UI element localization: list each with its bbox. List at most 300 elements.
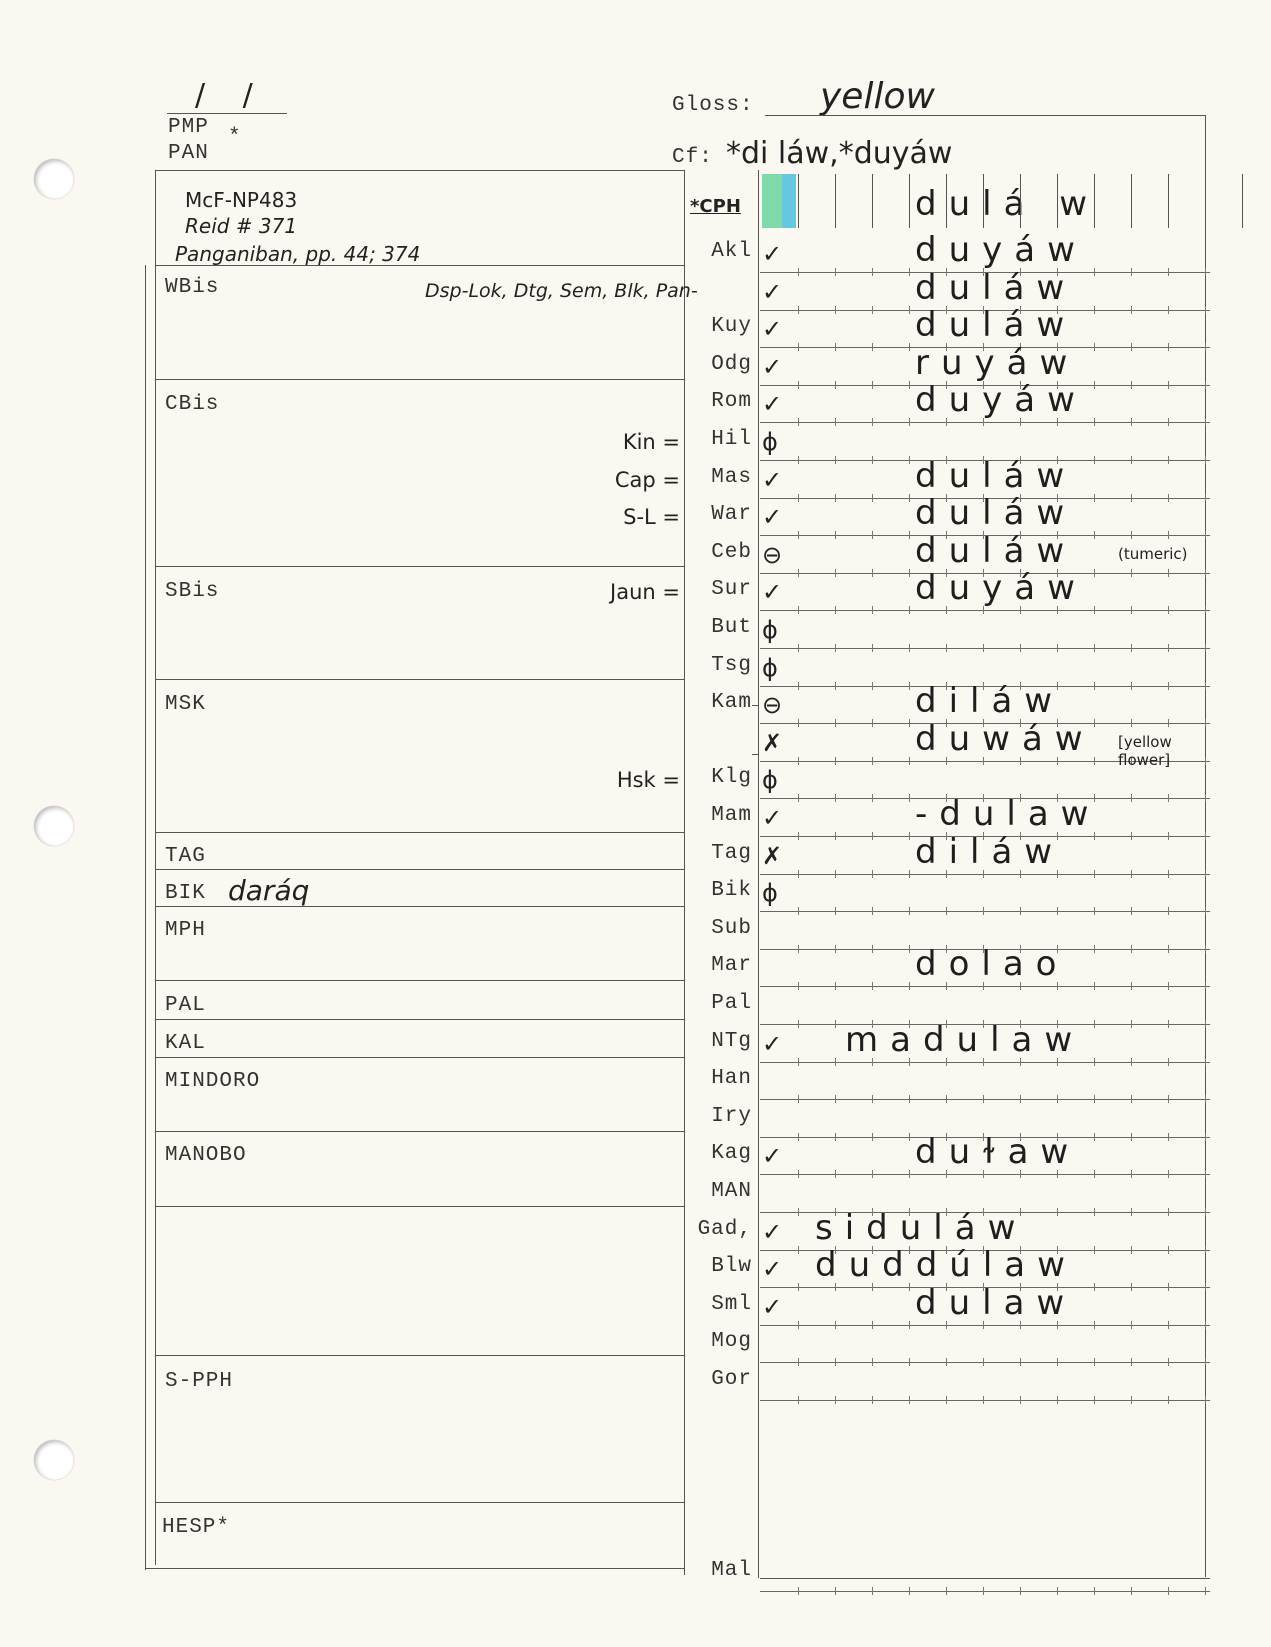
ref-line-3: Panganiban, pp. 44; 374	[175, 242, 421, 266]
row-tick	[835, 606, 836, 614]
row-tick	[798, 343, 799, 351]
language-abbr: Sml	[711, 1292, 752, 1316]
row-tick	[798, 268, 799, 276]
row-tick	[1205, 268, 1206, 276]
ref-line-2: Reid # 371	[185, 214, 298, 238]
row-tick	[872, 418, 873, 426]
section-mph: MPH	[165, 919, 206, 942]
row-tick	[1094, 306, 1095, 314]
reflex-note: [yellow flower]	[1118, 732, 1172, 769]
row-tick	[1094, 343, 1095, 351]
row-tick	[1057, 1358, 1058, 1366]
row-tick	[1168, 794, 1169, 802]
row-tick	[798, 494, 799, 502]
row-rule	[760, 1400, 1210, 1401]
row-tick	[1168, 1095, 1169, 1103]
row-tick	[909, 343, 910, 351]
row-tick	[872, 1396, 873, 1404]
reflex-check-mark: ✓	[762, 1142, 783, 1171]
language-abbr: Odg	[711, 352, 752, 376]
row-tick	[1094, 1208, 1095, 1216]
row-tick	[835, 1396, 836, 1404]
row-tick	[946, 1095, 947, 1103]
row-tick	[909, 719, 910, 727]
row-tick	[798, 606, 799, 614]
row-tick	[835, 1133, 836, 1141]
reflex-form: duwáw	[915, 718, 1095, 759]
row-tick	[1168, 606, 1169, 614]
row-tick	[1020, 644, 1021, 652]
language-abbr: Gad,	[697, 1217, 752, 1241]
cf-value: *di láw,*duyáw	[726, 136, 953, 171]
row-tick	[1131, 531, 1132, 539]
cph-grid-line	[1242, 174, 1243, 228]
row-tick	[1205, 418, 1206, 426]
row-tick	[872, 381, 873, 389]
row-tick	[798, 1396, 799, 1404]
cbis-top-line	[155, 379, 685, 380]
reflex-form: -dulaw	[915, 794, 1101, 834]
row-tick	[983, 1396, 984, 1404]
row-tick	[1205, 945, 1206, 953]
row-tick	[946, 644, 947, 652]
reflex-check-mark: ⊖	[762, 540, 783, 569]
row-tick	[1094, 381, 1095, 389]
row-tick	[1168, 982, 1169, 990]
row-tick	[1168, 381, 1169, 389]
green-highlight	[762, 174, 782, 228]
blank-section-top-line	[155, 1206, 685, 1207]
row-tick	[835, 982, 836, 990]
row-tick	[1205, 1133, 1206, 1141]
row-tick	[835, 569, 836, 577]
cph-grid-line	[909, 174, 910, 228]
row-tick	[1168, 1246, 1169, 1254]
reflex-check-mark: ✓	[762, 804, 783, 832]
row-tick	[1205, 494, 1206, 502]
row-tick	[835, 757, 836, 765]
row-tick	[1168, 1058, 1169, 1066]
row-tick	[1094, 1020, 1095, 1028]
row-tick	[1168, 1283, 1169, 1291]
language-abbr: Mam	[711, 804, 752, 827]
row-tick	[1131, 381, 1132, 389]
row-tick	[1168, 644, 1169, 652]
language-abbr: Kuy	[711, 315, 752, 339]
language-abbr: Rom	[711, 390, 752, 414]
row-tick	[1168, 870, 1169, 878]
ref-line-1: McF-NP483	[185, 188, 298, 212]
row-tick	[1057, 1587, 1058, 1595]
row-tick	[909, 682, 910, 690]
row-tick	[909, 1170, 910, 1178]
row-tick	[1168, 907, 1169, 915]
pmp-label: PMP	[168, 116, 209, 139]
row-tick	[1205, 1321, 1206, 1329]
row-tick	[983, 644, 984, 652]
row-tick	[1205, 343, 1206, 351]
row-tick	[872, 606, 873, 614]
row-tick	[1094, 644, 1095, 652]
row-tick	[1205, 1058, 1206, 1066]
row-tick	[1094, 418, 1095, 426]
row-tick	[798, 870, 799, 878]
row-tick	[909, 794, 910, 802]
row-tick	[1131, 832, 1132, 840]
reflex-form: duláw	[915, 267, 1077, 308]
row-tick	[909, 907, 910, 915]
section-cbis: CBis	[165, 393, 220, 416]
mph-top-line	[155, 906, 685, 907]
row-tick	[835, 644, 836, 652]
row-tick	[909, 870, 910, 878]
row-tick	[872, 1358, 873, 1366]
row-tick	[872, 682, 873, 690]
row-tick	[1094, 1058, 1095, 1066]
row-tick	[1168, 832, 1169, 840]
language-abbr: MAN	[711, 1180, 752, 1203]
row-tick	[835, 494, 836, 502]
row-tick	[1205, 1283, 1206, 1291]
row-tick	[909, 1587, 910, 1595]
reflex-check-mark: ✓	[762, 352, 783, 381]
header-underline	[167, 113, 287, 114]
language-abbr: War	[711, 503, 752, 527]
row-tick	[872, 343, 873, 351]
row-tick	[1020, 1358, 1021, 1366]
row-tick	[1131, 1208, 1132, 1216]
frame-bottom-right	[760, 1578, 1210, 1579]
row-tick	[835, 381, 836, 389]
row-rule	[760, 1591, 1210, 1592]
row-tick	[909, 381, 910, 389]
row-tick	[798, 531, 799, 539]
reflex-form: duláw	[915, 455, 1077, 496]
reflex-check-mark: ϕ	[762, 766, 778, 795]
row-tick	[1131, 306, 1132, 314]
row-tick	[1205, 794, 1206, 802]
row-tick	[798, 1058, 799, 1066]
row-tick	[1131, 494, 1132, 502]
row-tick	[1094, 1133, 1095, 1141]
row-tick	[909, 1095, 910, 1103]
language-abbr: Ceb	[711, 540, 752, 564]
tag-top-line	[155, 832, 685, 833]
reflex-check-mark: ϕ	[762, 653, 778, 682]
row-tick	[1131, 569, 1132, 577]
row-tick	[1205, 456, 1206, 464]
row-tick	[1094, 1170, 1095, 1178]
row-tick	[1168, 1396, 1169, 1404]
reflex-check-mark: ✓	[762, 1217, 783, 1246]
reflex-form: ruyáw	[915, 342, 1080, 383]
row-tick	[1094, 682, 1095, 690]
section-tag: TAG	[165, 845, 206, 868]
binder-hole-bottom	[34, 1440, 74, 1480]
spph-top-line	[155, 1355, 685, 1356]
cph-grid-line	[946, 174, 947, 228]
language-abbr: Hil	[711, 428, 752, 451]
row-tick	[1131, 1058, 1132, 1066]
row-tick	[909, 531, 910, 539]
sbis-top-line	[155, 566, 685, 567]
row-tick	[1131, 644, 1132, 652]
wbis-top-line	[155, 265, 685, 266]
reflex-check-mark: ✓	[762, 1029, 783, 1058]
msk-top-line	[155, 679, 685, 680]
row-tick	[1205, 907, 1206, 915]
row-rule	[760, 422, 1210, 423]
row-tick	[1205, 1358, 1206, 1366]
row-tick	[909, 1321, 910, 1329]
row-tick	[1168, 719, 1169, 727]
language-abbr: Klg	[711, 766, 752, 790]
row-tick	[1205, 531, 1206, 539]
row-tick	[1168, 456, 1169, 464]
row-tick	[798, 569, 799, 577]
row-tick	[946, 1587, 947, 1595]
binder-hole-middle	[34, 806, 74, 846]
row-tick	[1205, 1170, 1206, 1178]
cph-form: dulá w	[915, 184, 1100, 224]
row-tick	[946, 1396, 947, 1404]
row-tick	[835, 907, 836, 915]
row-tick	[946, 1358, 947, 1366]
reflex-check-mark: ✓	[762, 390, 783, 419]
kam-bracket	[752, 705, 759, 755]
row-tick	[1094, 456, 1095, 464]
row-tick	[909, 1133, 910, 1141]
row-tick	[1020, 1587, 1021, 1595]
row-tick	[1131, 1246, 1132, 1254]
row-tick	[1131, 1587, 1132, 1595]
language-abbr: Pal	[711, 992, 752, 1015]
row-tick	[983, 1358, 984, 1366]
pan-label: PAN	[168, 142, 209, 165]
row-tick	[1168, 1358, 1169, 1366]
row-tick	[1057, 907, 1058, 915]
row-tick	[1131, 682, 1132, 690]
row-tick	[1205, 1095, 1206, 1103]
row-tick	[909, 1358, 910, 1366]
cph-grid-line	[983, 174, 984, 228]
cph-grid-line	[1057, 174, 1058, 228]
row-tick	[798, 982, 799, 990]
row-tick	[798, 306, 799, 314]
row-tick	[1131, 870, 1132, 878]
section-hesp: HESP*	[162, 1516, 231, 1539]
row-tick	[1205, 1396, 1206, 1404]
row-tick	[1094, 1358, 1095, 1366]
cf-label: Cf:	[672, 146, 713, 169]
row-tick	[872, 870, 873, 878]
language-abbr: Tag	[711, 841, 752, 865]
reflex-check-mark: ✓	[762, 578, 783, 607]
row-tick	[909, 982, 910, 990]
row-tick	[1131, 343, 1132, 351]
reflex-check-mark: ✓	[762, 1255, 783, 1284]
row-tick	[798, 907, 799, 915]
row-rule	[760, 610, 1210, 611]
row-tick	[1168, 682, 1169, 690]
row-tick	[835, 1321, 836, 1329]
row-tick	[1205, 381, 1206, 389]
reflex-form: siduláw	[815, 1207, 1028, 1248]
row-tick	[835, 870, 836, 878]
cph-grid-line	[1094, 174, 1095, 228]
row-tick	[835, 1020, 836, 1028]
row-tick	[1131, 1020, 1132, 1028]
row-tick	[909, 606, 910, 614]
language-abbr: NTg	[711, 1029, 752, 1053]
reflex-form: duyáw	[915, 568, 1087, 609]
reflex-check-mark: ✓	[762, 465, 783, 494]
reflex-form: duyáw	[915, 380, 1087, 421]
section-mindoro: MINDORO	[165, 1070, 261, 1093]
cph-grid-line	[872, 174, 873, 228]
row-tick	[1205, 870, 1206, 878]
row-tick	[1094, 1321, 1095, 1329]
row-rule	[760, 648, 1210, 649]
dialect-equivalence: Cap =	[614, 467, 680, 492]
section-sbis: SBis	[165, 580, 220, 603]
language-abbr: Tsg	[711, 653, 752, 677]
row-tick	[909, 832, 910, 840]
row-tick	[1131, 418, 1132, 426]
row-tick	[909, 268, 910, 276]
row-tick	[1168, 306, 1169, 314]
row-tick	[1205, 1020, 1206, 1028]
row-tick	[1094, 907, 1095, 915]
reflex-check-mark: ✓	[762, 315, 783, 344]
kal-top-line	[155, 1019, 685, 1020]
row-tick	[1131, 907, 1132, 915]
row-tick	[872, 757, 873, 765]
row-tick	[835, 306, 836, 314]
language-abbr: Mas	[711, 465, 752, 489]
reflex-form: duláw	[915, 530, 1077, 571]
row-tick	[798, 1020, 799, 1028]
binder-hole-top	[34, 159, 74, 199]
reflex-form: duyáw	[915, 230, 1087, 270]
row-tick	[798, 1095, 799, 1103]
language-abbr: Kag	[711, 1142, 752, 1166]
row-tick	[835, 1095, 836, 1103]
row-tick	[1094, 569, 1095, 577]
row-tick	[835, 531, 836, 539]
row-tick	[909, 569, 910, 577]
row-rule	[760, 1099, 1210, 1100]
row-tick	[983, 907, 984, 915]
row-tick	[872, 644, 873, 652]
row-tick	[1094, 945, 1095, 953]
language-abbr: Gor	[711, 1368, 752, 1391]
language-abbr: Mal	[711, 1559, 752, 1582]
row-tick	[1057, 644, 1058, 652]
header-slashes: / /	[195, 78, 267, 113]
row-tick	[835, 1587, 836, 1595]
reflex-check-mark: ✗	[762, 728, 783, 757]
section-pal: PAL	[165, 994, 206, 1017]
row-tick	[1094, 1396, 1095, 1404]
row-tick	[835, 1358, 836, 1366]
row-tick	[835, 456, 836, 464]
reflex-check-mark: ✓	[762, 277, 783, 306]
row-tick	[798, 644, 799, 652]
row-tick	[1168, 531, 1169, 539]
wbis-note: Dsp-Lok, Dtg, Sem, Blk, Pan-	[425, 280, 698, 302]
mindoro-top-line	[155, 1057, 685, 1058]
row-tick	[1020, 1095, 1021, 1103]
reflex-check-mark: ✓	[762, 240, 783, 268]
row-tick	[909, 494, 910, 502]
cph-label: *CPH	[690, 196, 741, 217]
language-abbr: Blw	[711, 1255, 752, 1279]
cph-grid-line	[835, 174, 836, 228]
row-tick	[835, 268, 836, 276]
row-tick	[798, 381, 799, 389]
cph-grid-line	[1020, 174, 1021, 228]
row-tick	[798, 1321, 799, 1329]
row-tick	[1205, 1208, 1206, 1216]
gloss-underline	[765, 115, 1205, 116]
pal-top-line	[155, 980, 685, 981]
row-tick	[872, 306, 873, 314]
row-tick	[798, 1246, 799, 1254]
row-rule	[760, 986, 1210, 987]
bik-top-line	[155, 869, 685, 870]
row-tick	[1205, 1587, 1206, 1595]
row-tick	[1131, 1321, 1132, 1329]
row-tick	[1168, 494, 1169, 502]
row-tick	[1131, 606, 1132, 614]
row-rule	[760, 1062, 1210, 1063]
row-tick	[1131, 982, 1132, 990]
row-tick	[798, 1587, 799, 1595]
row-tick	[1020, 1396, 1021, 1404]
reflex-form: duɫaw	[915, 1132, 1081, 1173]
row-tick	[798, 945, 799, 953]
row-tick	[1168, 1133, 1169, 1141]
row-tick	[1168, 569, 1169, 577]
language-abbr: But	[711, 616, 752, 639]
pmp-star: *	[228, 126, 242, 149]
row-tick	[1131, 456, 1132, 464]
row-tick	[1131, 945, 1132, 953]
row-tick	[1205, 644, 1206, 652]
row-tick	[909, 945, 910, 953]
reflex-form: madulaw	[845, 1019, 1085, 1060]
row-tick	[835, 945, 836, 953]
row-tick	[872, 1133, 873, 1141]
row-tick	[909, 456, 910, 464]
language-abbr: Sur	[711, 578, 752, 602]
cph-grid-line	[1168, 174, 1169, 228]
dialect-equivalence: S-L =	[623, 505, 680, 530]
dialect-equivalence: Kin =	[622, 430, 680, 454]
row-tick	[1094, 1283, 1095, 1291]
gloss-label: Gloss:	[672, 94, 754, 117]
dialect-equivalence: Jaun =	[610, 580, 680, 605]
row-tick	[1131, 1283, 1132, 1291]
row-tick	[1168, 1020, 1169, 1028]
row-tick	[1131, 1095, 1132, 1103]
row-tick	[798, 719, 799, 727]
row-tick	[1131, 1396, 1132, 1404]
row-tick	[872, 1321, 873, 1329]
frame-left-outer	[145, 265, 146, 1570]
row-rule	[760, 1325, 1210, 1326]
